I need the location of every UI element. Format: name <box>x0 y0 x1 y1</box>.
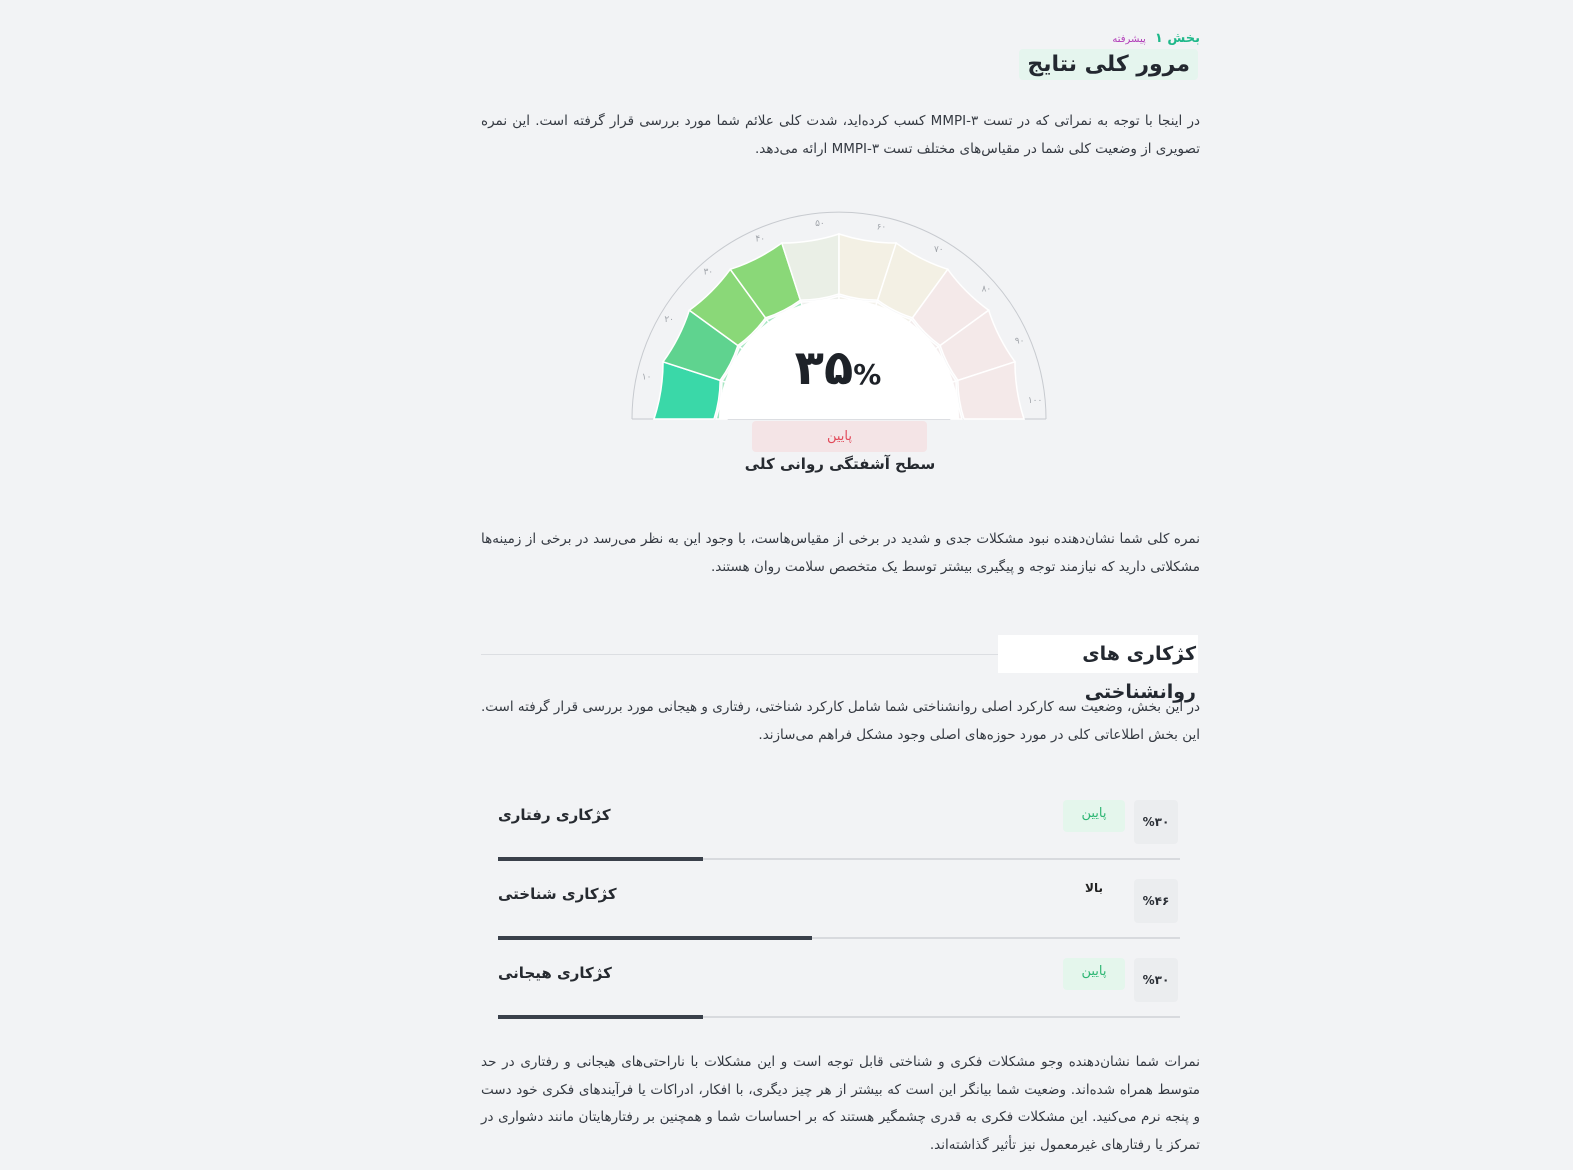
section-number: بخش ۱ <box>1154 31 1200 46</box>
gauge-tick-label: ۱۰ <box>641 372 652 383</box>
function-progress-track <box>498 937 1180 939</box>
function-level-badge: بالا <box>1085 881 1103 895</box>
gauge-percent-sign: % <box>853 358 882 391</box>
section-divider <box>481 654 1001 655</box>
function-percent: %۳۰ <box>1134 800 1178 844</box>
gauge-value-number: ۳۵ <box>794 340 854 396</box>
section-meta <box>1112 31 1200 46</box>
function-progress-fill <box>498 936 812 940</box>
gauge-tick-label: ۷۰ <box>933 245 944 256</box>
page-title: مرور کلی نتایج <box>1019 49 1198 80</box>
gauge-tick-label: ۴۰ <box>755 234 766 245</box>
intro-paragraph: در اینجا با توجه به نمراتی که در تست MMPI-۳ کسب کرده‌اید، شدت کلی علائم شما مورد بررسی قرار گرفته است. این نمره تصویری از وضعیت کلی شما در مقیاس‌های مختلف تست MMPI-۳ ارائه می‌دهد. <box>481 113 1201 157</box>
function-row-emotional <box>498 958 1180 1036</box>
gauge-tick-label: ۲۰ <box>664 315 674 326</box>
gauge-tick-label: ۹۰ <box>1014 336 1025 347</box>
function-level-badge: پایین <box>1063 800 1125 832</box>
section-tag: پیشرفته <box>1112 34 1146 45</box>
gauge-caption: سطح آشفتگی روانی کلی <box>744 455 936 473</box>
gauge-level-badge: پایین <box>752 421 927 452</box>
gauge-tick-label: ۵۰ <box>815 218 825 229</box>
function-progress-fill <box>498 1015 703 1019</box>
function-progress-track <box>498 858 1180 860</box>
summary-paragraph: نمره کلی شما نشان‌دهنده نبود مشکلات جدی و شدید در برخی از مقیاس‌هاست، با وجود این به نظر می‌رسد در برخی از زمینه‌ها مشکلاتی دارید که نیازمند توجه و پیگیری بیشتر توسط یک متخصص سلامت روان هستند. <box>481 531 1200 575</box>
function-name: کژکاری هیجانی <box>498 964 612 982</box>
functions-heading: کژکاری های روانشناختی <box>998 635 1198 673</box>
function-level-badge: پایین <box>1063 958 1125 990</box>
gauge-tick-label: ۳۰ <box>703 267 714 278</box>
functions-intro-paragraph: در این بخش، وضعیت سه کارکرد اصلی روانشناختی شما شامل کارکرد شناختی، رفتاری و هیجانی مورد بررسی قرار گرفته است. این بخش اطلاعاتی کلی در مورد حوزه‌های اصلی وجود مشکل فراهم می‌سازند. <box>481 699 1200 743</box>
function-progress-track <box>498 1016 1180 1018</box>
function-percent: %۴۶ <box>1134 879 1178 923</box>
gauge-tick-label: ۸۰ <box>981 284 992 295</box>
gauge-value <box>748 340 928 396</box>
gauge-tick-label: ۶۰ <box>876 222 887 233</box>
gauge-tick-label: ۱۰۰ <box>1027 395 1043 406</box>
function-row-behavioral <box>498 800 1180 878</box>
function-row-cognitive <box>498 879 1180 957</box>
function-progress-fill <box>498 857 703 861</box>
distress-gauge <box>628 205 1050 430</box>
function-percent: %۳۰ <box>1134 958 1178 1002</box>
function-name: کژکاری رفتاری <box>498 806 611 824</box>
function-name: کژکاری شناختی <box>498 885 617 903</box>
conclusion-paragraph: نمرات شما نشان‌دهنده وجو مشکلات فکری و شناختی قابل توجه است و این مشکلات با ناراحتی‌های هیجانی و رفتاری در حد متوسط همراه شده‌اند. وضعیت شما بیانگر این است که بیشتر از هر چیز دیگری، با افکار، ادراکات یا فرآیندهای فکری خود دست و پنجه نرم می‌کنید. این مشکلات فکری به قدری چشمگیر هستند که بر احساسات شما و همچنین بر رفتارهایتان مانند دشواری در تمرکز یا رفتارهای غیرمعمول نیز تأثیر گذاشته‌اند. <box>481 1054 1200 1153</box>
